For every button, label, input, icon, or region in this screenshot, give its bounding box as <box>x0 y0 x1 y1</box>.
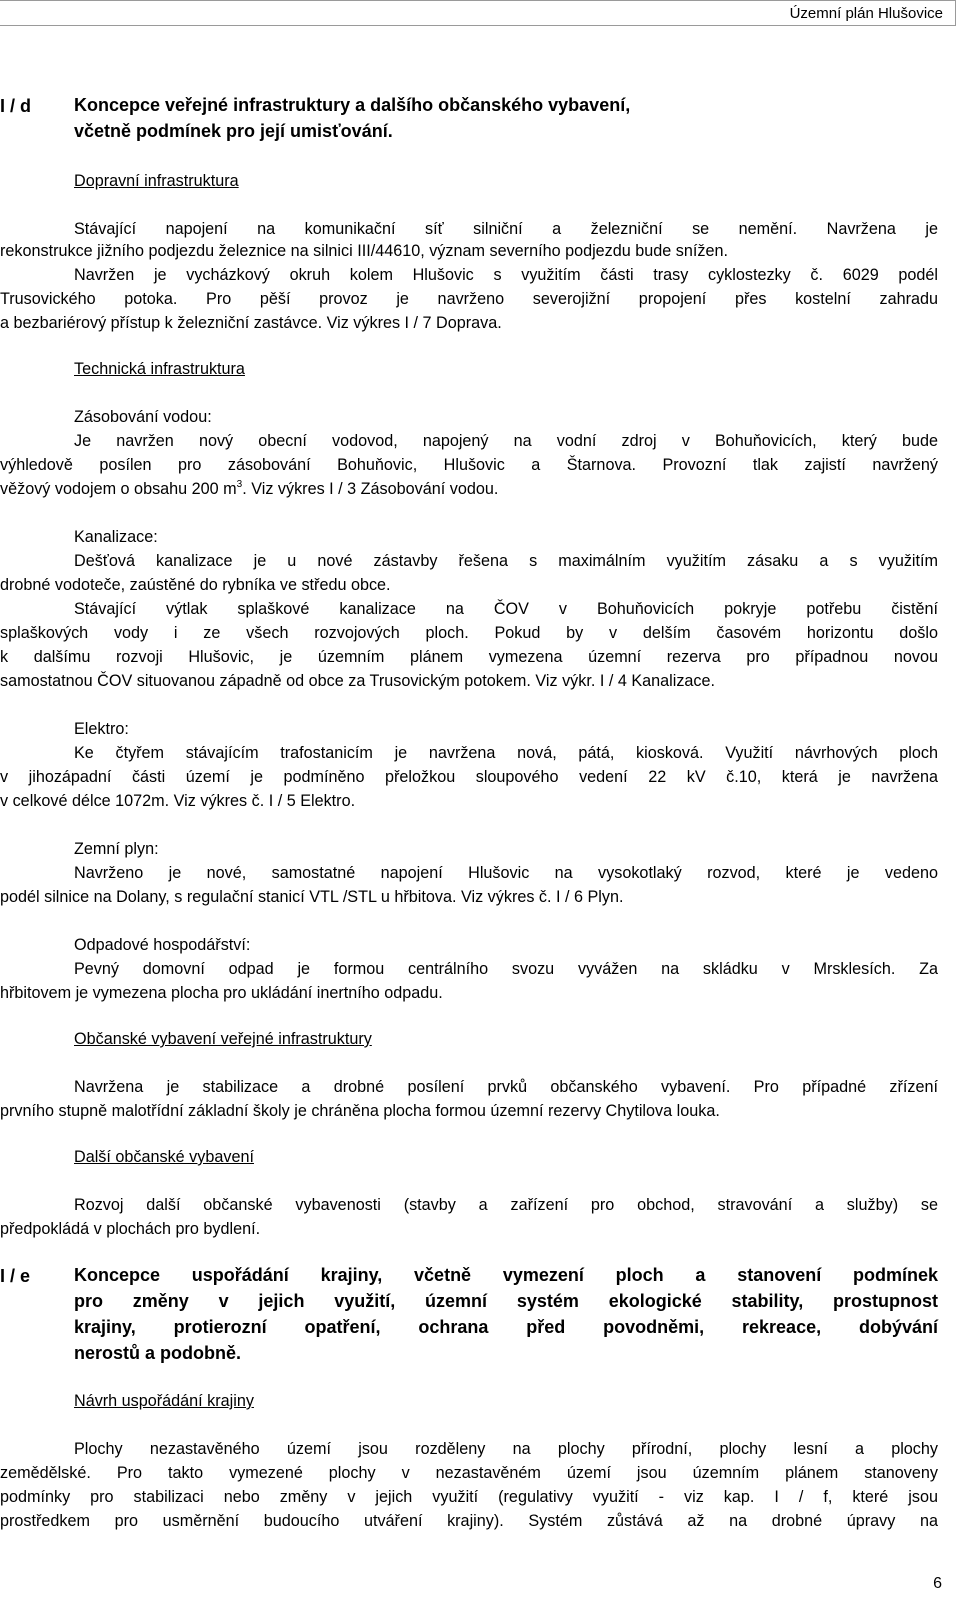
paragraph-line: Stávající napojení na komunikační síť silniční a železniční se nemění. Navržena je <box>74 220 938 238</box>
paragraph-line: Pevný domovní odpad je formou centrálního svozu vyvážen na skládku v Mrsklesích. Za <box>74 960 938 978</box>
paragraph-line: Ke čtyřem stávajícím trafostanicím je navržena nová, pátá, kiosková. Využití návrhových ploch <box>74 744 938 762</box>
topic-label: Kanalizace: <box>74 528 158 546</box>
section-title: pro změny v jejich využití, územní systém ekologické stability, prostupnost <box>74 1291 938 1311</box>
page-number: 6 <box>933 1575 942 1592</box>
paragraph-line: prostředkem pro usměrnění budoucího utváření krajiny). Systém zůstává až na drobné úpravy na <box>0 1512 938 1530</box>
paragraph-line: věžový vodojem o obsahu 200 $m^3$. Viz výkres I / 3 Zásobování vodou. <box>0 479 499 498</box>
subsection-heading: Dopravní infrastruktura <box>74 172 239 190</box>
paragraph-line: samostatnou ČOV situovanou západně od obce za Trusovickým potokem. Viz výkr. I / 4 Kanalizace. <box>0 672 716 690</box>
subsection-heading: Návrh uspořádání krajiny <box>74 1392 254 1410</box>
section-title: včetně podmínek pro její umisťování. <box>74 121 393 141</box>
subsection-heading: Technická infrastruktura <box>74 360 245 378</box>
section-title: Koncepce uspořádání krajiny, včetně vymezení ploch a stanovení podmínek <box>74 1265 938 1285</box>
paragraph-line: rekonstrukce jižního podjezdu železnice na silnici III/44610, význam severního podjezdu bude snížen. <box>0 242 728 260</box>
paragraph-line: Dešťová kanalizace je u nové zástavby řešena s maximálním využitím zásaku a s využitím <box>74 552 938 570</box>
paragraph-line: Plochy nezastavěného území jsou rozděleny na plochy přírodní, plochy lesní a plochy <box>74 1440 938 1458</box>
paragraph-line: podmínky pro stabilizaci nebo změny v jejich využití (regulativy využití - viz kap. I / f, které jsou <box>0 1488 938 1506</box>
paragraph-line: v jihozápadní části území je podmíněno přeložkou sloupového vedení 22 kV č.10, která je navržena <box>0 768 938 786</box>
paragraph-line: k dalšímu rozvoji Hlušovic, je územním plánem vymezena územní rezerva pro případnou novou <box>0 648 938 666</box>
paragraph-line: prvního stupně malotřídní základní školy je chráněna plocha formou územní rezervy Chytilova louka. <box>0 1102 720 1120</box>
section-title: Koncepce veřejné infrastruktury a dalšího občanského vybavení, <box>74 95 631 115</box>
paragraph-line: v celkové délce 1072m. Viz výkres č. I / 5 Elektro. <box>0 792 356 810</box>
topic-label: Elektro: <box>74 720 129 738</box>
paragraph-line: výhledově posílen pro zásobování Bohuňovic, Hlušovic a Štarnova. Provozní tlak zajistí navržený <box>0 456 938 474</box>
subsection-heading: Další občanské vybavení <box>74 1148 254 1166</box>
section-title: krajiny, protierozní opatření, ochrana před povodněmi, rekreace, dobývání <box>74 1317 938 1337</box>
topic-label: Odpadové hospodářství: <box>74 936 251 954</box>
paragraph-line: hřbitovem je vymezena plocha pro ukládání inertního odpadu. <box>0 984 443 1002</box>
subsection-heading: Občanské vybavení veřejné infrastruktury <box>74 1030 372 1048</box>
topic-label: Zemní plyn: <box>74 840 159 858</box>
paragraph-line: Navržena je stabilizace a drobné posílení prvků občanského vybavení. Pro případné zřízení <box>74 1078 938 1096</box>
section-code: I / d <box>0 96 31 116</box>
section-title: nerostů a podobně. <box>74 1343 242 1363</box>
paragraph-line: podél silnice na Dolany, s regulační stanicí VTL /STL u hřbitova. Viz výkres č. I / 6 Plyn. <box>0 888 624 906</box>
paragraph-line: zemědělské. Pro takto vymezené plochy v nezastavěném území jsou územním plánem stanoveny <box>0 1464 938 1482</box>
section-code: I / e <box>0 1266 31 1286</box>
paragraph-line: Rozvoj další občanské vybavenosti (stavby a zařízení pro obchod, stravování a služby) se <box>74 1196 938 1214</box>
paragraph-line: splaškových vody i ze všech rozvojových ploch. Pokud by v delším časovém horizontu došlo <box>0 624 938 642</box>
document-title: Územní plán Hlušovice <box>789 5 943 22</box>
page-header <box>0 0 956 26</box>
topic-label: Zásobování vodou: <box>74 408 212 426</box>
paragraph-line: a bezbariérový přístup k železniční zastávce. Viz výkres I / 7 Doprava. <box>0 314 502 332</box>
paragraph-line: Navrženo je nové, samostatné napojení Hlušovic na vysokotlaký rozvod, které je vedeno <box>74 864 938 882</box>
paragraph-line: Stávající výtlak splaškové kanalizace na ČOV v Bohuňovicích pokryje potřebu čistění <box>74 600 938 618</box>
paragraph-line: Je navržen nový obecní vodovod, napojený na vodní zdroj v Bohuňovicích, který bude <box>74 432 938 450</box>
paragraph-line: předpokládá v plochách pro bydlení. <box>0 1220 261 1238</box>
paragraph-line: Trusovického potoka. Pro pěší provoz je navrženo severojižní propojení přes kostelní zahradu <box>0 290 938 308</box>
paragraph-line: drobné vodoteče, zaústěné do rybníka ve středu obce. <box>0 576 391 594</box>
paragraph-line: Navržen je vycházkový okruh kolem Hlušovic s využitím části trasy cyklostezky č. 6029 podél <box>74 266 938 284</box>
